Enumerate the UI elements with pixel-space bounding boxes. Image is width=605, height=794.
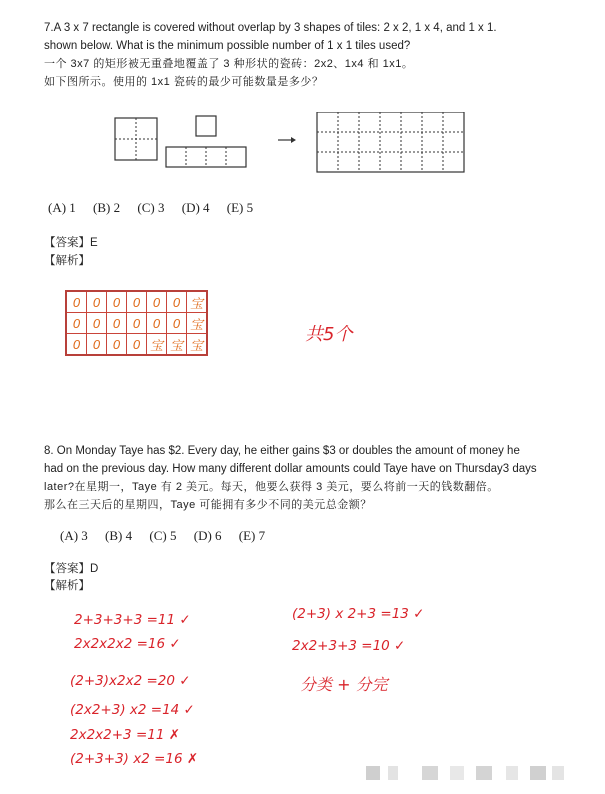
q8-choices xyxy=(60,528,279,544)
grid-cell: 宝 xyxy=(187,291,208,313)
grid-cell: 0 xyxy=(127,313,147,334)
grid-row xyxy=(66,334,207,356)
grid-cell: 0 xyxy=(107,334,127,356)
q7-zh-line-2: 如下图所示。使用的 1x1 瓷砖的最少可能数量是多少？ xyxy=(44,76,324,88)
grid-cell: 0 xyxy=(167,313,187,334)
q7-choice-c: (C) 3 xyxy=(137,200,165,215)
grid-cell: 宝 xyxy=(147,334,167,356)
grid-row xyxy=(66,291,207,313)
q8-work-line: 2x2x2+3 =11 ✗ xyxy=(70,727,181,743)
q8-analysis-label: 【解析】 xyxy=(44,580,90,592)
grid-cell: 宝 xyxy=(167,334,187,356)
grid-cell: 0 xyxy=(147,313,167,334)
grid-cell: 0 xyxy=(66,291,87,313)
grid-cell: 宝 xyxy=(187,334,208,356)
q8-work-line: (2x2+3) x2 =14 ✓ xyxy=(70,702,195,718)
q7-choice-d: (D) 4 xyxy=(181,200,210,215)
grid-row xyxy=(66,313,207,334)
q8-answer xyxy=(44,560,98,576)
tile-1x1 xyxy=(196,116,216,136)
q8-line-3: later?在星期一，Taye 有 2 美元。每天，他要么获得 3 美元，要么将前一天的钱数翻倍。 xyxy=(44,481,499,493)
grid-cell: 0 xyxy=(107,313,127,334)
q8-work-line: (2+3) x 2+3 =13 ✓ xyxy=(292,606,425,622)
grid-cell: 0 xyxy=(107,291,127,313)
q8-work-note: 分类 + 分完 xyxy=(300,675,388,694)
q7-choices xyxy=(48,200,267,216)
q7-handwritten-note: 共5个 xyxy=(305,324,353,345)
q8-choice-e: (E) 7 xyxy=(238,528,266,543)
q8-choice-b: (B) 4 xyxy=(105,528,133,543)
q7-line-2: shown below. What is the minimum possible number of 1 x 1 tiles used? xyxy=(44,40,411,52)
q8-answer-value: D xyxy=(90,563,99,575)
q7-choice-b: (B) 2 xyxy=(93,200,121,215)
grid-cell: 0 xyxy=(127,334,147,356)
q8-line-2: had on the previous day. How many different dollar amounts could Taye have on Thursday3 days xyxy=(44,463,537,475)
q8-zh-line: 那么在三天后的星期四，Taye 可能拥有多少不同的美元总金额？ xyxy=(44,499,372,511)
q8-answer-label: 【答案】 xyxy=(44,563,90,575)
grid-cell: 0 xyxy=(167,291,187,313)
grid-cell: 0 xyxy=(87,291,107,313)
grid-cell: 0 xyxy=(66,313,87,334)
q8-work-line: 2x2x2x2 =16 ✓ xyxy=(74,636,181,652)
arrow-icon xyxy=(278,137,296,143)
grid-cell: 0 xyxy=(66,334,87,356)
q7-analysis-label: 【解析】 xyxy=(44,255,90,267)
tile-1x4 xyxy=(166,147,246,167)
tile-figure xyxy=(110,112,490,174)
grid-cell: 0 xyxy=(127,291,147,313)
q7-answer-grid xyxy=(65,290,208,356)
grid-cell: 宝 xyxy=(187,313,208,334)
q8-choice-d: (D) 6 xyxy=(193,528,222,543)
q8-work-line: 2+3+3+3 =11 ✓ xyxy=(74,612,191,628)
blur-strip xyxy=(366,766,566,780)
grid-cell: 0 xyxy=(147,291,167,313)
q7-answer-value: E xyxy=(90,237,98,249)
grid-cell: 0 xyxy=(87,313,107,334)
q8-work-line: (2+3+3) x2 =16 ✗ xyxy=(70,751,199,767)
q8-choice-c: (C) 5 xyxy=(149,528,177,543)
q8-line-1: 8. On Monday Taye has $2. Every day, he either gains $3 or doubles the amount of money he xyxy=(44,445,520,457)
rectangle-3x7 xyxy=(317,112,464,172)
q7-answer xyxy=(44,234,98,250)
tile-2x2 xyxy=(115,118,157,160)
q8-choice-a: (A) 3 xyxy=(60,528,88,543)
q7-zh-line-1: 一个 3x7 的矩形被无重叠地覆盖了 3 种形状的瓷砖：2x2、1x4 和 1x1。 xyxy=(44,58,414,70)
q8-work-line: (2+3)x2x2 =20 ✓ xyxy=(70,673,191,689)
grid-cell: 0 xyxy=(87,334,107,356)
q7-choice-a: (A) 1 xyxy=(48,200,76,215)
q7-answer-label: 【答案】 xyxy=(44,237,90,249)
q7-choice-e: (E) 5 xyxy=(226,200,254,215)
q7-line-1: 7.A 3 x 7 rectangle is covered without overlap by 3 shapes of tiles: 2 x 2, 1 x 4, and 1 x 1. xyxy=(44,22,497,34)
q8-work-line: 2x2+3+3 =10 ✓ xyxy=(292,638,406,654)
